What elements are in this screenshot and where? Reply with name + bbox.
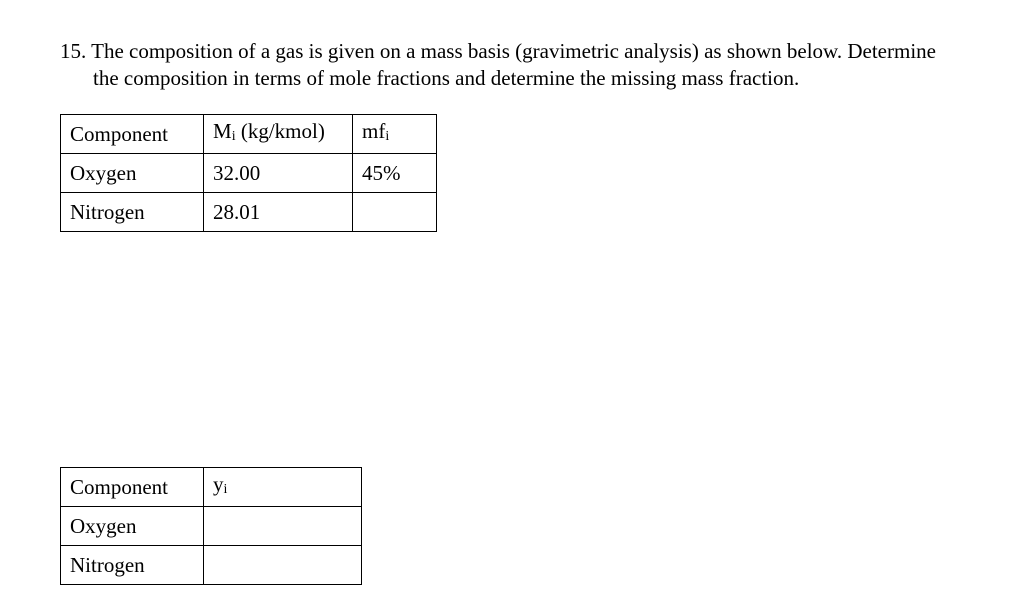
mass-fraction-table bbox=[60, 114, 437, 232]
table-header-row bbox=[61, 468, 362, 507]
cell-component: Nitrogen bbox=[61, 546, 204, 585]
mass-fraction-symbol: mf bbox=[362, 119, 386, 143]
cell-mole-fraction bbox=[204, 546, 362, 585]
header-molar-mass bbox=[204, 115, 353, 154]
mole-fraction-table bbox=[60, 467, 362, 585]
mole-fraction-subscript: i bbox=[223, 482, 228, 497]
header-mole-fraction bbox=[204, 468, 362, 507]
cell-component: Nitrogen bbox=[61, 193, 204, 232]
problem-text-1: The composition of a gas is given on a mass basis (gravimetric analysis) as shown below. Determine bbox=[91, 39, 936, 63]
header-mass-fraction bbox=[353, 115, 437, 154]
cell-molar-mass: 32.00 bbox=[204, 154, 353, 193]
cell-molar-mass: 28.01 bbox=[204, 193, 353, 232]
table-row bbox=[61, 193, 437, 232]
problem-number: 15. bbox=[60, 39, 87, 63]
mass-fraction-subscript: i bbox=[385, 129, 390, 144]
cell-mass-fraction: 45% bbox=[353, 154, 437, 193]
header-component: Component bbox=[61, 115, 204, 154]
cell-mole-fraction bbox=[204, 507, 362, 546]
molar-mass-unit: (kg/kmol) bbox=[235, 119, 325, 143]
table-header-row bbox=[61, 115, 437, 154]
problem-line-1 bbox=[60, 38, 1005, 65]
cell-component: Oxygen bbox=[61, 154, 204, 193]
cell-component: Oxygen bbox=[61, 507, 204, 546]
table-row bbox=[61, 507, 362, 546]
table-row bbox=[61, 546, 362, 585]
problem-text-2: the composition in terms of mole fractions and determine the missing mass fraction. bbox=[93, 66, 800, 90]
mole-fraction-symbol: y bbox=[213, 472, 224, 496]
problem-statement bbox=[60, 38, 1005, 92]
header-component: Component bbox=[61, 468, 204, 507]
molar-mass-subscript: i bbox=[231, 129, 236, 144]
molar-mass-symbol: M bbox=[213, 119, 232, 143]
cell-mass-fraction bbox=[353, 193, 437, 232]
table-row bbox=[61, 154, 437, 193]
